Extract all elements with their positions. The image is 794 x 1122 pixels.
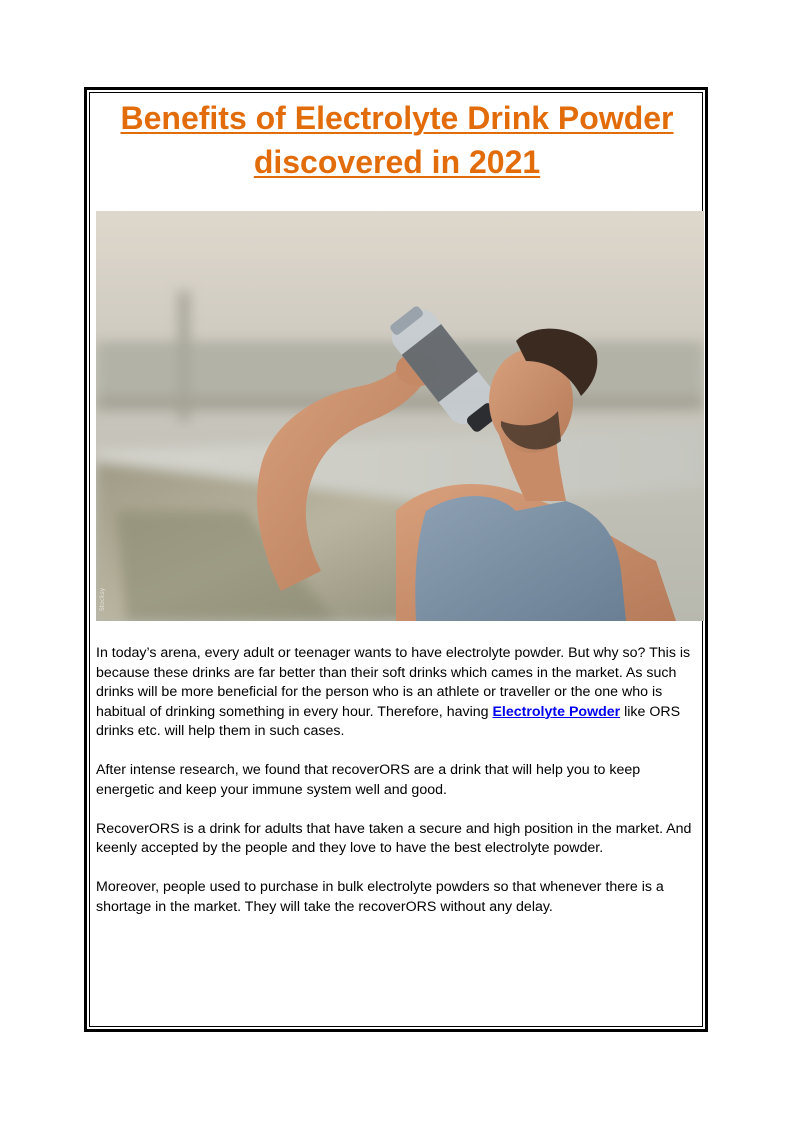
paragraph-1-text-a: In today’s arena, every adult or teenager wants to have electrolyte powder. But why so? This is because these drinks are far better than their soft drinks which cames in the market. As such drinks will be more beneficial for the person who is an athlete or traveller or the one who is habitual of drinking something in every hour. Therefore, having [96, 645, 691, 720]
title-line-2: discovered in 2021 [253, 144, 541, 180]
page-title [92, 96, 702, 184]
title-line-1: Benefits of Electrolyte Drink Powder [120, 100, 674, 136]
electrolyte-powder-link[interactable]: Electrolyte Powder [492, 703, 621, 720]
paragraph-2: After intense research, we found that recoverORS are a drink that will help you to keep energetic and keep your immune system well and good. [96, 762, 641, 798]
paragraph-1-text-b: like ORS drinks etc. will help them in such cases. [96, 703, 681, 739]
paragraph-3: RecoverORS is a drink for adults that have taken a secure and high position in the market. And keenly accepted by the people and they love to have the best electrolyte powder. [96, 820, 692, 856]
hero-image [96, 211, 704, 621]
paragraph-1 [96, 644, 702, 742]
watermark-text: Stocksy [99, 587, 106, 611]
article-body [96, 644, 702, 937]
paragraph-4: Moreover, people used to purchase in bulk electrolyte powders so that whenever there is a shortage in the market. They will take the recoverORS without any delay. [96, 879, 664, 915]
